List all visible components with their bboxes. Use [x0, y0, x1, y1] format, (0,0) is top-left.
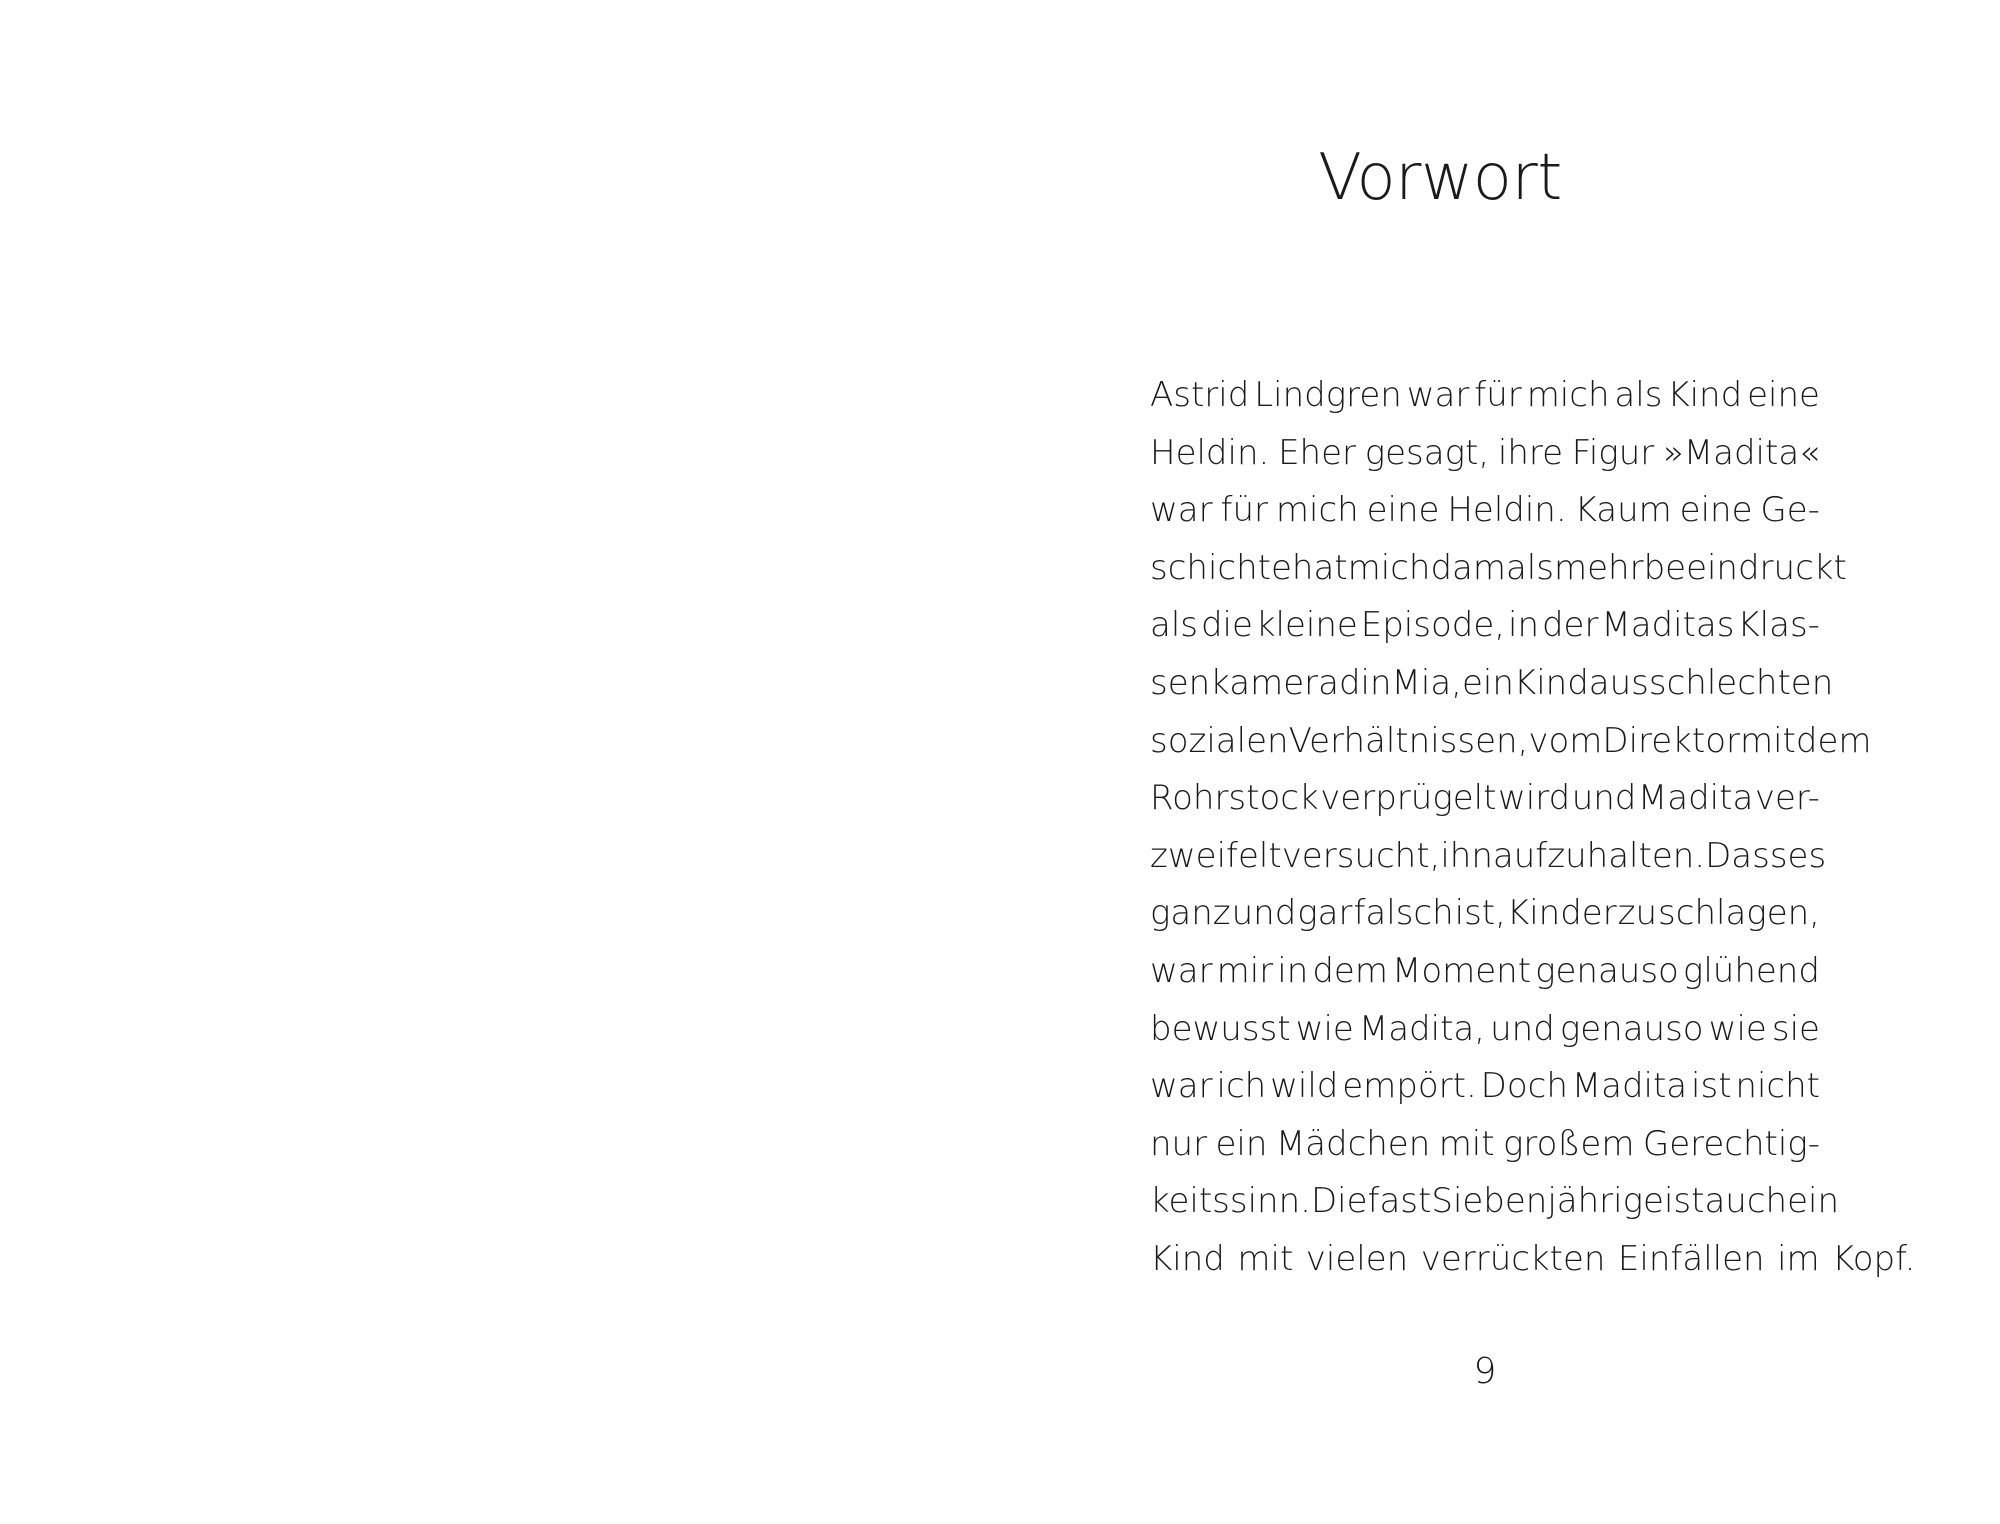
word: genauso: [1559, 1008, 1704, 1049]
word: dem: [1312, 950, 1388, 991]
word: war: [1406, 375, 1470, 415]
word: verprügelt: [1320, 778, 1497, 819]
word: glühend: [1682, 950, 1820, 991]
word: eine: [1366, 490, 1440, 531]
text-line: [1150, 1058, 1820, 1116]
body-paragraph: [1150, 367, 1916, 1289]
word: eine: [1747, 375, 1820, 415]
word: ein: [1787, 1181, 1839, 1222]
word: auch: [1704, 1181, 1788, 1222]
word: mir: [1216, 950, 1274, 991]
word: in: [1508, 605, 1540, 646]
word: der: [1541, 605, 1599, 646]
text-line: [1150, 540, 1847, 598]
word: bewusst: [1150, 1008, 1291, 1049]
right-page: [1000, 0, 2000, 1524]
word: mich: [1347, 547, 1431, 588]
word: Doch: [1480, 1066, 1568, 1107]
text-line: [1150, 367, 1820, 425]
text-line: [1150, 770, 1820, 828]
word: Klas-: [1737, 605, 1820, 646]
word: großem: [1503, 1123, 1635, 1164]
word: ist: [1663, 1181, 1705, 1222]
word: und: [1231, 893, 1297, 934]
word: mich: [1275, 490, 1359, 531]
word: gesagt,: [1364, 432, 1490, 473]
word: aufzuhalten.: [1492, 835, 1706, 876]
chapter-heading: Vorwort: [1318, 141, 1562, 215]
word: Madita,: [1358, 1008, 1486, 1049]
word: genauso: [1535, 950, 1679, 991]
word: senkameradin: [1150, 662, 1392, 703]
text-line: [1150, 1001, 1820, 1059]
word: wie: [1295, 1008, 1354, 1049]
word: war: [1150, 1066, 1213, 1107]
word: gar: [1297, 893, 1353, 934]
word: Siebenjährige: [1431, 1181, 1664, 1222]
word: Madita: [1637, 778, 1754, 819]
word: Mia,: [1391, 662, 1462, 703]
text-line: [1150, 482, 1820, 540]
word: es: [1787, 835, 1827, 876]
word: schlagen,: [1658, 893, 1820, 934]
word: für: [1220, 490, 1269, 531]
word: Figur: [1571, 432, 1655, 473]
word: vom: [1528, 720, 1603, 761]
word: keitssinn.: [1150, 1181, 1311, 1222]
word: sie: [1771, 1008, 1820, 1049]
word: Madita: [1571, 1066, 1688, 1107]
word: Episode,: [1360, 605, 1506, 646]
word: Verhältnissen,: [1288, 720, 1529, 761]
word: ihn: [1440, 835, 1493, 876]
text-line: [1150, 1173, 1839, 1231]
word: und: [1490, 1008, 1555, 1049]
word: nicht: [1735, 1066, 1820, 1107]
word: falsch: [1353, 893, 1454, 934]
word: schichte: [1150, 547, 1292, 588]
word: Astrid: [1150, 375, 1250, 415]
word: ist,: [1454, 893, 1506, 934]
word: Mädchen: [1275, 1123, 1431, 1164]
text-line: [1150, 713, 1872, 771]
word: Moment: [1391, 950, 1532, 991]
word: Kinder: [1506, 893, 1617, 934]
word: eine: [1679, 490, 1753, 531]
word: kleine: [1255, 605, 1358, 646]
word: Direktor: [1602, 720, 1740, 761]
text-line: [1150, 1231, 1916, 1289]
word: für: [1474, 375, 1522, 415]
word: Die: [1310, 1181, 1368, 1222]
text-line: [1150, 655, 1834, 713]
word: Kaum: [1574, 490, 1672, 531]
word: hat: [1291, 547, 1348, 588]
word: mit: [1739, 720, 1796, 761]
word: Kind: [1667, 375, 1743, 415]
word: ich: [1216, 1066, 1267, 1107]
word: fast: [1367, 1181, 1432, 1222]
page-number: 9: [1473, 1351, 1497, 1392]
text-line: [1150, 425, 1820, 483]
word: mit: [1438, 1123, 1495, 1164]
word: damals: [1430, 547, 1554, 588]
word: als: [1614, 375, 1663, 415]
word: ein: [1215, 1123, 1268, 1164]
word: sozialen: [1150, 720, 1289, 761]
word: als: [1150, 605, 1198, 646]
word: Ge-: [1760, 490, 1820, 531]
word: die: [1200, 605, 1253, 646]
word: in: [1277, 950, 1309, 991]
word: beeindruckt: [1643, 547, 1847, 588]
word: und: [1571, 778, 1637, 819]
word: wild: [1270, 1066, 1339, 1107]
word: Heldin.: [1150, 432, 1270, 473]
word: aus: [1588, 662, 1649, 703]
text-line: [1150, 828, 1827, 886]
word: ver-: [1754, 778, 1820, 819]
word: war: [1150, 950, 1213, 991]
word: schlechten: [1648, 662, 1834, 703]
word: dem: [1795, 720, 1872, 761]
word: »Madita«: [1662, 432, 1820, 473]
word: empört.: [1342, 1066, 1477, 1107]
word: ihre: [1497, 432, 1564, 473]
word: Lindgren: [1254, 375, 1402, 415]
text-line: [1150, 1116, 1820, 1174]
word: mich: [1526, 375, 1610, 415]
word: versucht,: [1281, 835, 1441, 876]
word: ein: [1461, 662, 1514, 703]
word: Heldin.: [1447, 490, 1567, 531]
word: war: [1150, 490, 1213, 531]
text-line: [1150, 943, 1820, 1001]
word: mehr: [1553, 547, 1644, 588]
word: Kind: [1513, 662, 1589, 703]
word: Eher: [1278, 432, 1356, 473]
word: Gerechtig-: [1642, 1123, 1820, 1164]
word: ist: [1691, 1066, 1732, 1107]
word: wird: [1497, 778, 1571, 819]
word: Maditas: [1601, 605, 1735, 646]
line-text: Kind mit vielen verrückten Einfällen im Kopf.: [1150, 1238, 1916, 1279]
word: nur: [1150, 1123, 1208, 1164]
word: Dass: [1705, 835, 1788, 876]
word: wie: [1708, 1008, 1767, 1049]
text-line: [1150, 597, 1820, 655]
word: zweifelt: [1150, 835, 1282, 876]
text-line: [1150, 885, 1820, 943]
word: zu: [1617, 893, 1658, 934]
word: ganz: [1150, 893, 1231, 934]
word: Rohrstock: [1150, 778, 1319, 819]
